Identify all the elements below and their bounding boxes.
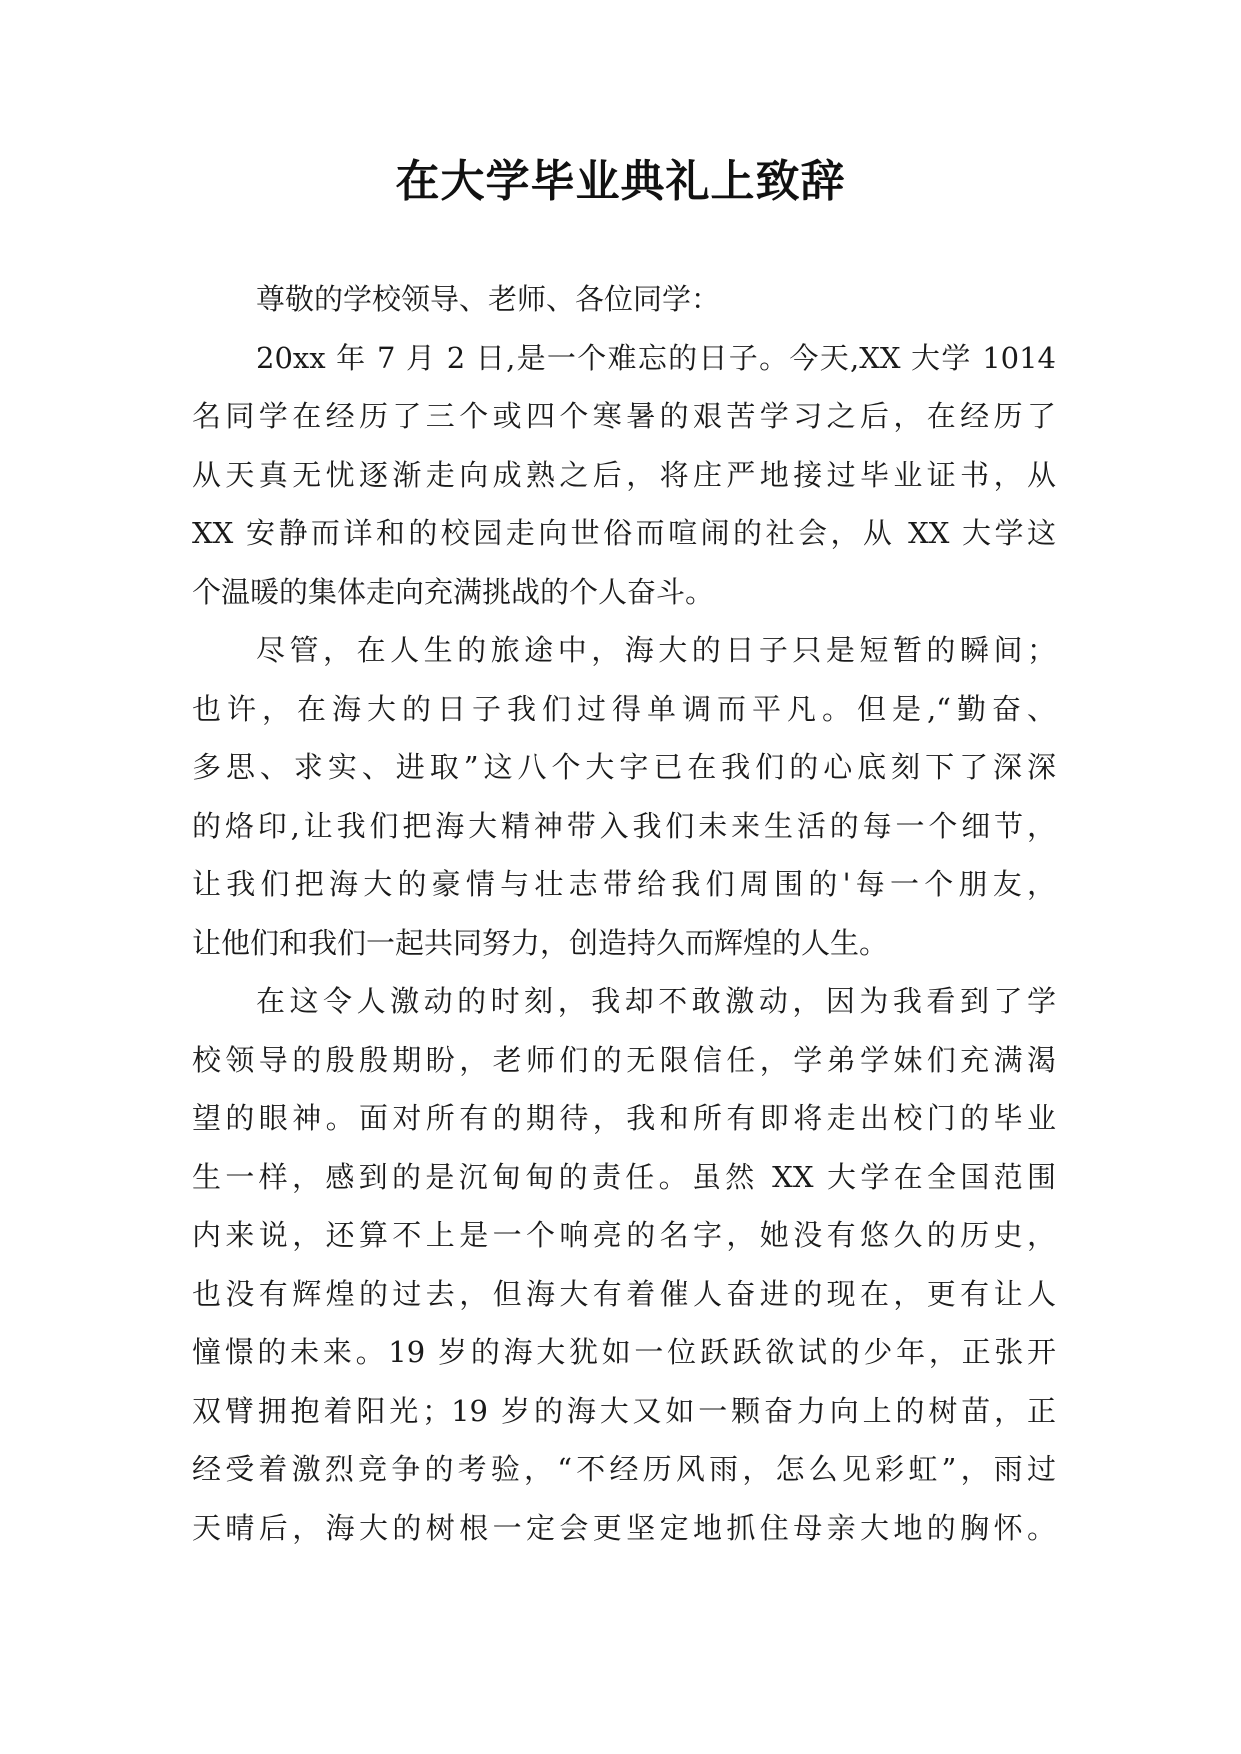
body-line: 在这令人激动的时刻，我却不敢激动，因为我看到了学: [256, 984, 1056, 1018]
body-line: 经受着激烈竞争的考验，“不经历风雨，怎么见彩虹”，雨过: [192, 1452, 1056, 1486]
body-line: 尊敬的学校领导、老师、各位同学：: [256, 282, 721, 316]
body-line: 让我们把海大的豪情与壮志带给我们周围的'每一个朋友，: [192, 867, 1056, 901]
body-line: 校领导的殷殷期盼，老师们的无限信任，学弟学妹们充满渴: [192, 1042, 1056, 1077]
body-line: 从天真无忧逐渐走向成熟之后，将庄严地接过毕业证书，从: [192, 457, 1056, 492]
body-line: 双臂拥抱着阳光；19 岁的海大又如一颗奋力向上的树苗，正: [192, 1393, 1056, 1428]
document-body: [192, 270, 1056, 1557]
body-line: 内来说，还算不上是一个响亮的名字，她没有悠久的历史，: [192, 1218, 1056, 1252]
body-line: XX 安静而详和的校园走向世俗而喧闹的社会，从 XX 大学这: [192, 516, 1056, 550]
body-line: 20xx 年 7 月 2 日,是一个难忘的日子。今天,XX 大学 1014: [256, 340, 1056, 375]
body-line: 天晴后，海大的树根一定会更坚定地抓住母亲大地的胸怀。: [192, 1510, 1056, 1545]
body-line: 尽管，在人生的旅途中，海大的日子只是短暂的瞬间；: [256, 633, 1056, 667]
body-line: 生一样，感到的是沉甸甸的责任。虽然 XX 大学在全国范围: [192, 1159, 1056, 1194]
body-line: 的烙印,让我们把海大精神带入我们未来生活的每一个细节，: [192, 808, 1056, 843]
body-line: 也没有辉煌的过去，但海大有着催人奋进的现在，更有让人: [192, 1276, 1056, 1311]
body-line: 名同学在经历了三个或四个寒暑的艰苦学习之后，在经历了: [192, 399, 1056, 433]
body-line: 多思、求实、进取”这八个大字已在我们的心底刻下了深深: [192, 750, 1056, 784]
body-line: 也许，在海大的日子我们过得单调而平凡。但是,“勤奋、: [192, 691, 1056, 726]
document-title: 在大学毕业典礼上致辞: [395, 156, 846, 207]
body-line: 让他们和我们一起共同努力，创造持久而辉煌的人生。: [192, 925, 889, 960]
body-line: 望的眼神。面对所有的期待，我和所有即将走出校门的毕业: [192, 1101, 1056, 1135]
body-line: 个温暖的集体走向充满挑战的个人奋斗。: [192, 574, 715, 609]
body-line: 憧憬的未来。19 岁的海大犹如一位跃跃欲试的少年，正张开: [192, 1335, 1056, 1369]
